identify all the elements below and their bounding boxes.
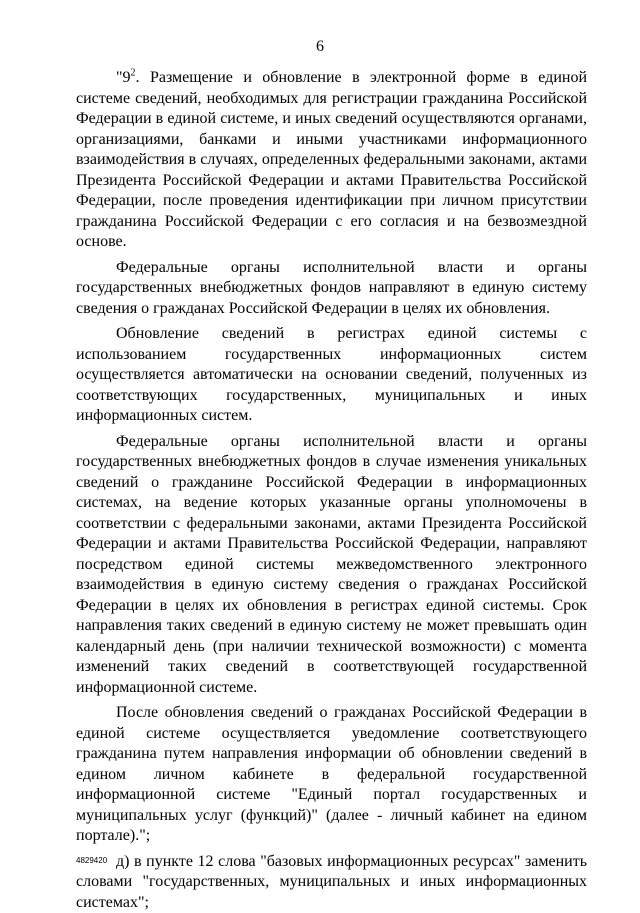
paragraph-item-d: д) в пункте 12 слова "базовых информационных ресурсах" заменить словами "государственных, муниципальных и иных информационных системах"; xyxy=(76,852,587,913)
paragraph-federal-bodies-send: Федеральные органы исполнительной власти и органы государственных внебюджетных фондов направляют в единую систему сведения о гражданах Российской Федерации в целях их обновления. xyxy=(76,258,587,320)
paragraph-citizen-notification: После обновления сведений о гражданах Российской Федерации в единой системе осуществляется уведомление соответствующего гражданина путем направления информации об обновлении сведений в едином личном кабинете в федеральной государственной информационной системе "Единый портал государственных и муниципальных услуг (функций)" (далее - личный кабинет на едином портале)."; xyxy=(76,703,587,847)
document-code: 4829420 xyxy=(76,856,107,866)
page-number: 6 xyxy=(0,37,640,57)
paragraph-clause-9-2 xyxy=(76,68,587,253)
paragraph-registry-update: Обновление сведений в регистрах единой системы с использованием государственных информационных систем осуществляется автоматически на основании сведений, полученных из соответствующих государственных, муниципальных и иных информационных систем. xyxy=(76,324,587,427)
paragraph-unique-data-change: Федеральные органы исполнительной власти и органы государственных внебюджетных фондов в случае изменения уникальных сведений о гражданине Российской Федерации в информационных системах, на ведение которых указанные органы уполномочены в соответствии с федеральными законами, актами Президента Российской Федерации и актами Правительства Российской Федерации, направляют посредством единой системы межведомственного электронного взаимодействия в единую систему сведения о гражданах Российской Федерации в целях их обновления в регистрах единой системы. Срок направления таких сведений в единую систему не может превышать один календарный день (при наличии технической возможности) с момента изменений таких сведений в соответствующей государственной информационной системе. xyxy=(76,432,587,699)
clause-number xyxy=(76,68,136,89)
paragraph-text: . Размещение и обновление в электронной форме в единой системе сведений, необходимых для регистрации гражданина Российской Федерации в единой системе, и иных сведений осуществляются органами, организациями, банками и иными участниками информационного взаимодействия в случаях, определенных федеральными законами, актами Президента Российской Федерации и актами Правительства Российской Федерации, после проведения идентификации при личном присутствии гражданина Российской Федерации с его согласия и на безвозмездной основе. xyxy=(76,69,587,250)
clause-number-prefix: "9 xyxy=(116,69,131,86)
clause-number-superscript: 2 xyxy=(131,68,136,79)
document-body xyxy=(76,68,587,913)
